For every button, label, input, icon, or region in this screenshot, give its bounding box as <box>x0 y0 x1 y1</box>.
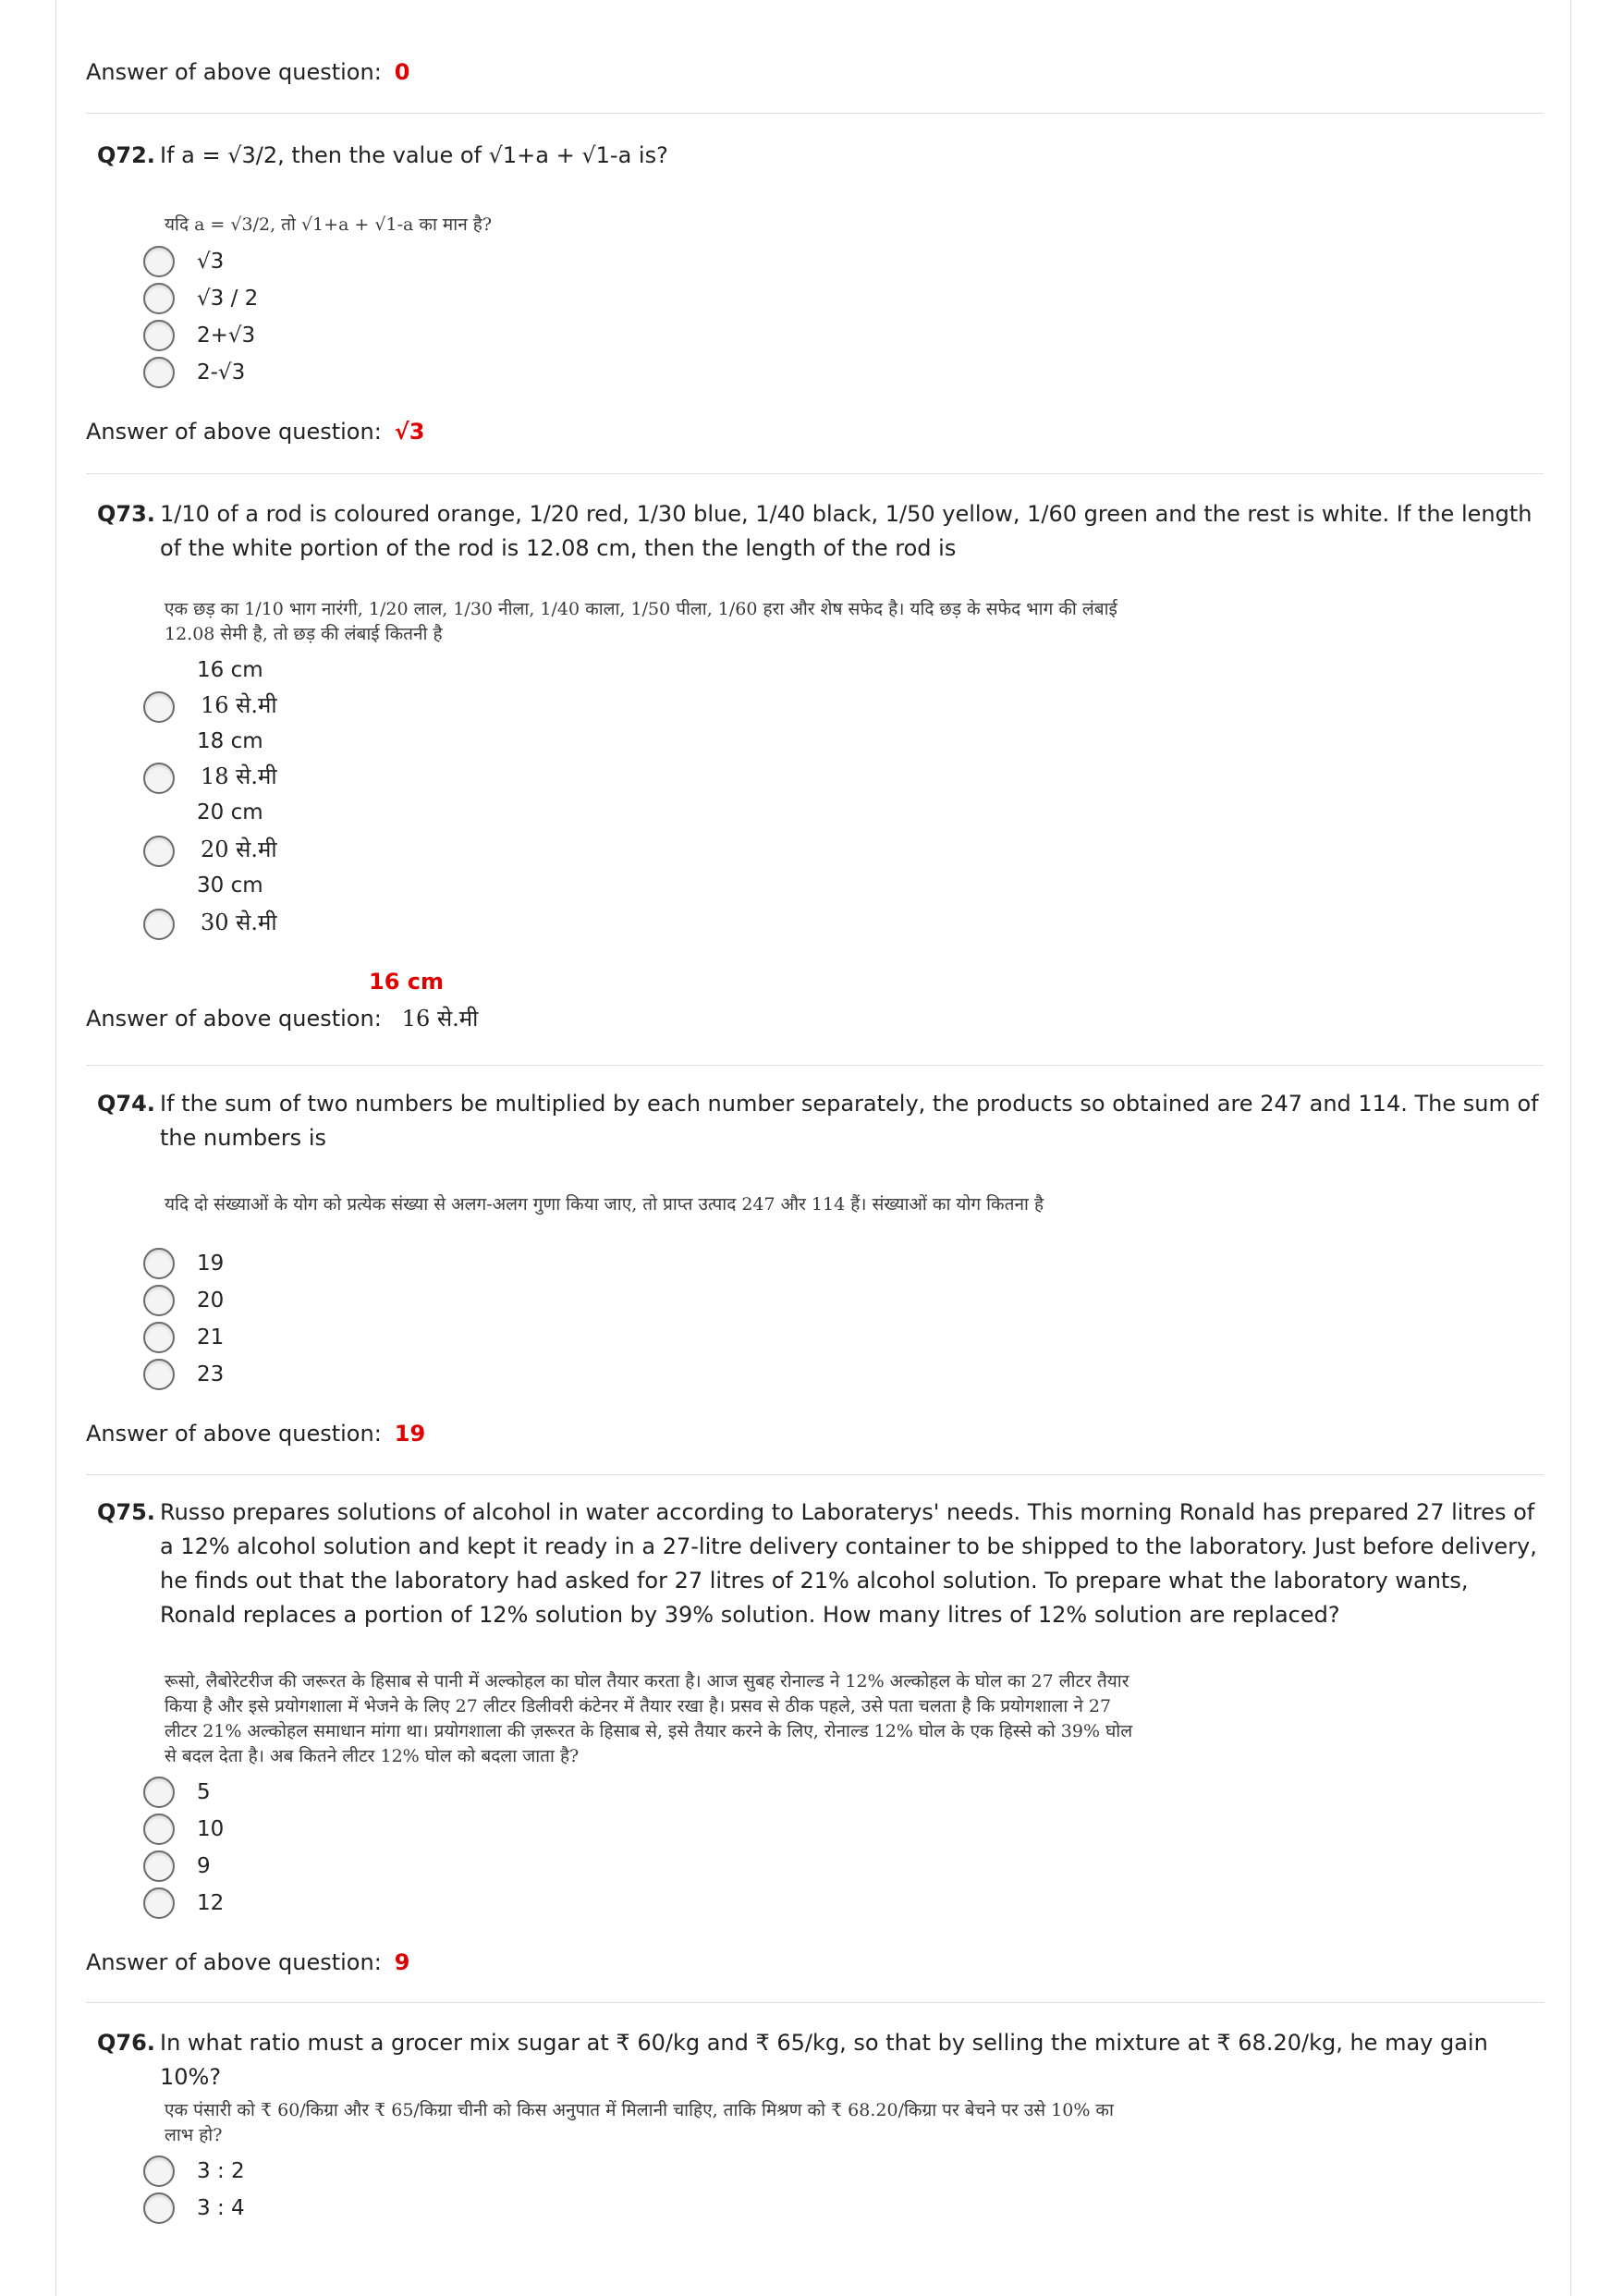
option-label: √3 <box>197 250 225 274</box>
radio-button[interactable] <box>143 1887 175 1919</box>
option-q74-1[interactable] <box>143 1248 698 1285</box>
option-hindi: 30 से.मी <box>201 910 277 935</box>
option-hindi: 20 से.मी <box>201 837 277 862</box>
option-q75-2[interactable] <box>143 1814 698 1850</box>
question-text: If a = √3/2, then the value of √1+a + √1-a is? <box>160 142 668 168</box>
option-q72-3[interactable] <box>143 320 698 357</box>
answer-q75 <box>86 1948 409 1976</box>
option-q74-3[interactable] <box>143 1322 698 1359</box>
question-text: If the sum of two numbers be multiplied by each number separately, the products so obtained are 247 and 114. The sum of the numbers is <box>160 1091 1539 1151</box>
option-q73-3[interactable] <box>143 836 698 873</box>
question-q74 <box>97 1087 1539 1155</box>
option-q72-4[interactable] <box>143 357 698 394</box>
option-q75-4[interactable] <box>143 1887 698 1924</box>
radio-button[interactable] <box>143 909 175 940</box>
radio-button[interactable] <box>143 320 175 351</box>
option-q75-3[interactable] <box>143 1850 698 1887</box>
radio-button[interactable] <box>143 1322 175 1353</box>
radio-button[interactable] <box>143 836 175 867</box>
question-q72 <box>97 139 1539 173</box>
answer-prefix: Answer of above question: <box>86 59 382 85</box>
option-q73-1[interactable] <box>143 691 698 728</box>
radio-button[interactable] <box>143 1285 175 1316</box>
question-text: Russo prepares solutions of alcohol in water according to Laboraterys' needs. This morning Ronald has prepared 27 litres of a 12% alcohol solution and kept it ready in a 27-litre delivery container to be shipped to the laboratory. Just before delivery, he finds out that the laboratory had asked for 27 litres of 21% alcohol solution. To prepare what the laboratory wants, Ronald replaces a portion of 12% solution by 39% solution. How many litres of 12% solution are replaced? <box>160 1499 1537 1628</box>
question-hindi: यदि दो संख्याओं के योग को प्रत्येक संख्या से अलग-अलग गुणा किया जाए, तो प्राप्त उत्पाद 247 और 114 हैं। संख्याओं का योग कितना है <box>165 1194 1044 1215</box>
answer-value: 9 <box>394 1949 410 1975</box>
option-q72-1[interactable] <box>143 246 698 283</box>
answer-q74 <box>86 1420 425 1447</box>
option-q76-2[interactable] <box>143 2192 698 2229</box>
option-hindi: 16 से.मी <box>201 692 277 718</box>
option-label: 3 : 4 <box>197 2196 245 2220</box>
option-q75-1[interactable] <box>143 1777 698 1814</box>
option-label: 2+√3 <box>197 324 256 348</box>
option-hindi: 18 से.मी <box>201 763 277 789</box>
option-label: 3 : 2 <box>197 2159 245 2183</box>
radio-button[interactable] <box>143 763 175 794</box>
divider <box>86 113 1544 114</box>
option-q73-4[interactable] <box>143 909 698 946</box>
answer-prefix: Answer of above question: <box>86 1006 382 1032</box>
radio-button[interactable] <box>143 2192 175 2224</box>
question-number: Q74. <box>97 1091 155 1117</box>
option-q72-2[interactable] <box>143 283 698 320</box>
question-hindi: रूसो, लैबोरेटरीज की जरूरत के हिसाब से पानी में अल्कोहल का घोल तैयार करता है। आज सुबह रोनाल्ड ने 12% अल्कोहल के घोल का 27 लीटर तैयार किया है और इसे प्रयोगशाला में भेजने के लिए 27 लीटर डिलीवरी कंटेनर में तैयार रखा है। प्रसव से ठीक पहले, उसे पता चलता है कि प्रयोगशाला ने 27 लीटर 21% अल्कोहल समाधान मांगा था। प्रयोगशाला की ज़रूरत के हिसाब से, इसे तैयार करने के लिए, रोनाल्ड 12% घोल के एक हिस्से को 39% घोल से बदल देता है। अब कितने लीटर 12% घोल को बदला जाता है? <box>165 1671 1133 1766</box>
radio-button[interactable] <box>143 1850 175 1882</box>
radio-button[interactable] <box>143 1777 175 1808</box>
question-hindi: एक छड़ का 1/10 भाग नारंगी, 1/20 लाल, 1/30 नीला, 1/40 काला, 1/50 पीला, 1/60 हरा और शेष सफेद है। यदि छड़ के सफेद भाग की लंबाई 12.08 सेमी है, तो छड़ की लंबाई कितनी है <box>165 599 1117 644</box>
radio-button[interactable] <box>143 2156 175 2187</box>
answer-prefix: Answer of above question: <box>86 419 382 445</box>
answer-q72 <box>86 418 425 446</box>
option-q74-2[interactable] <box>143 1285 698 1322</box>
question-hindi: एक पंसारी को ₹ 60/किग्रा और ₹ 65/किग्रा चीनी को किस अनुपात में मिलानी चाहिए, ताकि मिश्रण को ₹ 68.20/किग्रा पर बेचने पर उसे 10% का लाभ हो? <box>165 2100 1114 2145</box>
option-label: 9 <box>197 1854 211 1878</box>
question-text: In what ratio must a grocer mix sugar at ₹ 60/kg and ₹ 65/kg, so that by selling the mixture at ₹ 68.20/kg, he may gain 10%? <box>160 2030 1488 2090</box>
option-q76-1[interactable] <box>143 2156 698 2192</box>
option-label: 23 <box>197 1362 225 1386</box>
option-label: 5 <box>197 1780 211 1804</box>
answer-value: 19 <box>394 1421 426 1447</box>
question-hindi: यदि a = √3/2, तो √1+a + √1-a का मान है? <box>165 214 493 235</box>
option-label: 20 <box>197 1288 225 1313</box>
question-number: Q72. <box>97 142 155 168</box>
radio-button[interactable] <box>143 691 175 723</box>
answer-english: 16 cm <box>369 969 444 995</box>
option-english: 18 cm <box>197 729 263 753</box>
divider <box>86 2002 1544 2003</box>
option-label: 21 <box>197 1325 225 1350</box>
option-label: 2-√3 <box>197 360 246 385</box>
answer-prefix: Answer of above question: <box>86 1421 382 1447</box>
divider <box>86 1474 1544 1475</box>
question-number: Q75. <box>97 1499 155 1525</box>
answer-value: 0 <box>394 59 410 85</box>
radio-button[interactable] <box>143 246 175 277</box>
question-number: Q76. <box>97 2030 155 2056</box>
divider <box>86 1065 1544 1066</box>
answer-prefix: Answer of above question: <box>86 1949 382 1975</box>
radio-button[interactable] <box>143 1248 175 1279</box>
question-q73 <box>97 497 1539 566</box>
question-q76 <box>97 2026 1539 2094</box>
question-number: Q73. <box>97 501 155 527</box>
answer-q73 <box>86 1005 478 1032</box>
question-text: 1/10 of a rod is coloured orange, 1/20 red, 1/30 blue, 1/40 black, 1/50 yellow, 1/60 green and the rest is white. If the length of the white portion of the rod is 12.08 cm, then the length of the rod is <box>160 501 1532 561</box>
divider <box>86 473 1544 474</box>
option-label: √3 / 2 <box>197 287 259 311</box>
option-q73-2[interactable] <box>143 763 698 800</box>
option-label: 10 <box>197 1817 225 1841</box>
option-q74-4[interactable] <box>143 1359 698 1396</box>
radio-button[interactable] <box>143 283 175 314</box>
option-english: 20 cm <box>197 800 263 824</box>
options-q73 <box>86 656 733 952</box>
option-label: 12 <box>197 1891 225 1915</box>
radio-button[interactable] <box>143 357 175 388</box>
question-q75 <box>97 1496 1539 1632</box>
option-english: 16 cm <box>197 658 263 682</box>
option-english: 30 cm <box>197 873 263 898</box>
answer-q71 <box>86 58 409 86</box>
radio-button[interactable] <box>143 1814 175 1845</box>
radio-button[interactable] <box>143 1359 175 1390</box>
option-label: 19 <box>197 1252 225 1276</box>
answer-value: √3 <box>394 419 425 445</box>
answer-hindi: 16 से.मी <box>401 1006 479 1032</box>
